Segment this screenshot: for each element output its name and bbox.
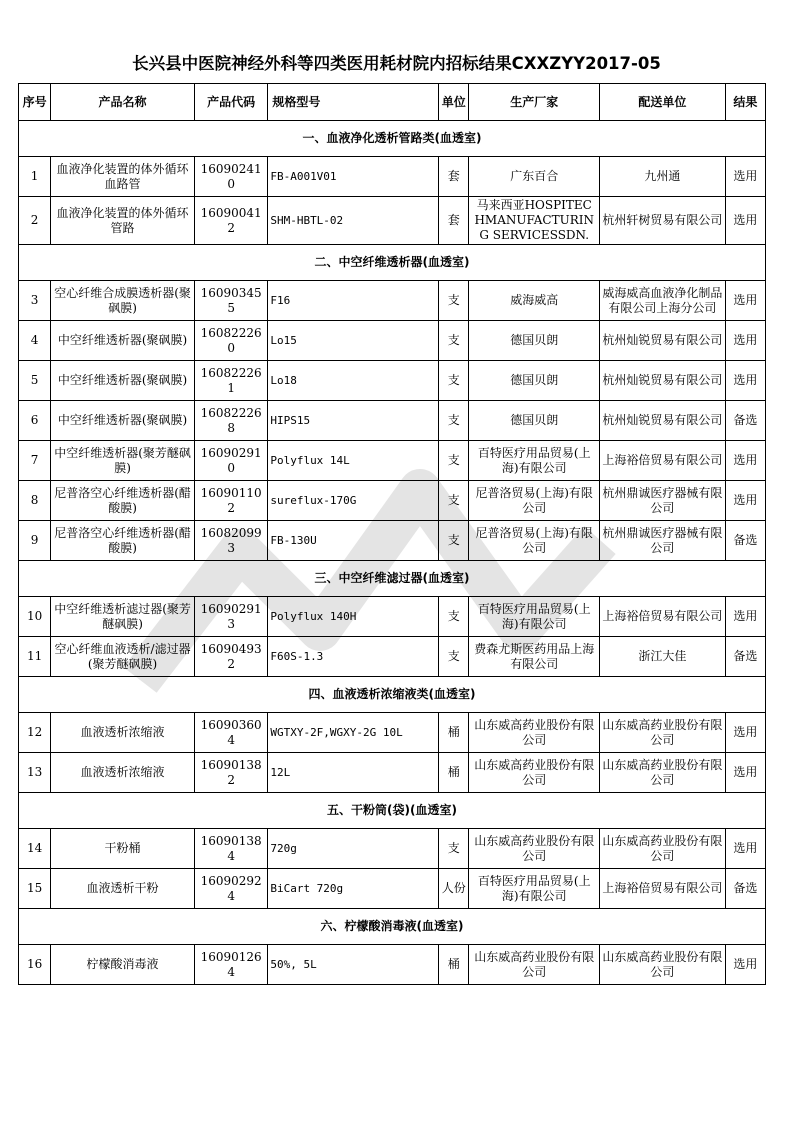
cell-product-name: 中空纤维透析器(聚砜膜) — [51, 401, 195, 441]
section-title: 六、柠檬酸消毒液(血透室) — [19, 909, 766, 945]
table-row — [19, 401, 766, 441]
header-distributor: 配送单位 — [600, 84, 726, 121]
cell-product-code: 160904932 — [194, 637, 267, 677]
cell-distributor: 山东威高药业股份有限公司 — [600, 753, 726, 793]
cell-unit: 桶 — [439, 753, 469, 793]
cell-spec-model: FB-A001V01 — [268, 157, 439, 197]
cell-product-code: 160900412 — [194, 197, 267, 245]
cell-unit: 支 — [439, 401, 469, 441]
cell-unit: 人份 — [439, 869, 469, 909]
cell-result: 选用 — [725, 481, 765, 521]
cell-result: 备选 — [725, 401, 765, 441]
table-row — [19, 321, 766, 361]
cell-product-code: 160901384 — [194, 829, 267, 869]
section-title: 三、中空纤维滤过器(血透室) — [19, 561, 766, 597]
cell-product-code: 160901264 — [194, 945, 267, 985]
table-header-row — [19, 84, 766, 121]
cell-spec-model: 12L — [268, 753, 439, 793]
cell-product-name: 空心纤维血液透析/滤过器(聚芳醚砜膜) — [51, 637, 195, 677]
cell-product-name: 尼普洛空心纤维透析器(醋酸膜) — [51, 521, 195, 561]
cell-distributor: 上海裕倍贸易有限公司 — [600, 597, 726, 637]
section-header-row — [19, 677, 766, 713]
cell-unit: 支 — [439, 441, 469, 481]
section-header-row — [19, 909, 766, 945]
header-unit: 单位 — [439, 84, 469, 121]
cell-row-number: 7 — [19, 441, 51, 481]
cell-product-code: 160903455 — [194, 281, 267, 321]
section-header-row — [19, 793, 766, 829]
cell-product-code: 160902910 — [194, 441, 267, 481]
cell-distributor: 浙江大佳 — [600, 637, 726, 677]
cell-manufacturer: 德国贝朗 — [469, 361, 600, 401]
cell-manufacturer: 百特医疗用品贸易(上海)有限公司 — [469, 597, 600, 637]
cell-product-code: 160901382 — [194, 753, 267, 793]
cell-product-name: 中空纤维透析器(聚砜膜) — [51, 321, 195, 361]
header-result: 结果 — [725, 84, 765, 121]
header-no: 序号 — [19, 84, 51, 121]
cell-spec-model: F16 — [268, 281, 439, 321]
cell-row-number: 8 — [19, 481, 51, 521]
table-row — [19, 481, 766, 521]
cell-spec-model: Lo18 — [268, 361, 439, 401]
cell-distributor: 山东威高药业股份有限公司 — [600, 829, 726, 869]
cell-unit: 支 — [439, 597, 469, 637]
cell-manufacturer: 威海威高 — [469, 281, 600, 321]
cell-spec-model: 720g — [268, 829, 439, 869]
cell-distributor: 山东威高药业股份有限公司 — [600, 945, 726, 985]
cell-result: 选用 — [725, 829, 765, 869]
cell-spec-model: FB-130U — [268, 521, 439, 561]
cell-row-number: 15 — [19, 869, 51, 909]
cell-unit: 支 — [439, 321, 469, 361]
table-row — [19, 361, 766, 401]
cell-product-name: 中空纤维透析器(聚砜膜) — [51, 361, 195, 401]
section-header-row — [19, 121, 766, 157]
cell-product-code: 160902913 — [194, 597, 267, 637]
cell-product-name: 空心纤维合成膜透析器(聚砜膜) — [51, 281, 195, 321]
cell-unit: 支 — [439, 361, 469, 401]
cell-manufacturer: 广东百合 — [469, 157, 600, 197]
cell-manufacturer: 山东威高药业股份有限公司 — [469, 713, 600, 753]
cell-result: 选用 — [725, 713, 765, 753]
cell-manufacturer: 尼普洛贸易(上海)有限公司 — [469, 521, 600, 561]
cell-result: 备选 — [725, 637, 765, 677]
cell-manufacturer: 德国贝朗 — [469, 321, 600, 361]
table-row — [19, 597, 766, 637]
cell-result: 备选 — [725, 521, 765, 561]
cell-product-code: 160822261 — [194, 361, 267, 401]
cell-row-number: 4 — [19, 321, 51, 361]
cell-product-name: 干粉桶 — [51, 829, 195, 869]
cell-manufacturer: 山东威高药业股份有限公司 — [469, 945, 600, 985]
cell-result: 选用 — [725, 441, 765, 481]
cell-result: 选用 — [725, 197, 765, 245]
cell-distributor: 山东威高药业股份有限公司 — [600, 713, 726, 753]
cell-spec-model: sureflux-170G — [268, 481, 439, 521]
cell-unit: 支 — [439, 829, 469, 869]
cell-manufacturer: 山东威高药业股份有限公司 — [469, 829, 600, 869]
cell-unit: 支 — [439, 521, 469, 561]
cell-distributor: 九州通 — [600, 157, 726, 197]
cell-manufacturer: 费森尤斯医药用品上海有限公司 — [469, 637, 600, 677]
section-title: 二、中空纤维透析器(血透室) — [19, 245, 766, 281]
section-title: 一、血液净化透析管路类(血透室) — [19, 121, 766, 157]
section-title: 四、血液透析浓缩液类(血透室) — [19, 677, 766, 713]
cell-spec-model: WGTXY-2F,WGXY-2G 10L — [268, 713, 439, 753]
cell-result: 选用 — [725, 597, 765, 637]
cell-product-name: 柠檬酸消毒液 — [51, 945, 195, 985]
table-row — [19, 441, 766, 481]
table-row — [19, 945, 766, 985]
cell-distributor: 威海威高血液净化制品有限公司上海分公司 — [600, 281, 726, 321]
header-spec: 规格型号 — [268, 84, 439, 121]
cell-manufacturer: 德国贝朗 — [469, 401, 600, 441]
document-title: 长兴县中医院神经外科等四类医用耗材院内招标结果CXXZYY2017-05 — [132, 54, 661, 73]
cell-result: 选用 — [725, 281, 765, 321]
cell-product-name: 中空纤维透析滤过器(聚芳醚砜膜) — [51, 597, 195, 637]
cell-product-code: 160902410 — [194, 157, 267, 197]
cell-product-name: 血液透析浓缩液 — [51, 753, 195, 793]
cell-manufacturer: 尼普洛贸易(上海)有限公司 — [469, 481, 600, 521]
cell-spec-model: F60S-1.3 — [268, 637, 439, 677]
cell-row-number: 11 — [19, 637, 51, 677]
cell-row-number: 12 — [19, 713, 51, 753]
table-row — [19, 281, 766, 321]
cell-product-name: 中空纤维透析器(聚芳醚砜膜) — [51, 441, 195, 481]
cell-unit: 套 — [439, 157, 469, 197]
section-header-row — [19, 245, 766, 281]
cell-product-code: 160822268 — [194, 401, 267, 441]
cell-result: 选用 — [725, 945, 765, 985]
cell-manufacturer: 百特医疗用品贸易(上海)有限公司 — [469, 441, 600, 481]
cell-result: 备选 — [725, 869, 765, 909]
table-row — [19, 637, 766, 677]
cell-product-code: 160902924 — [194, 869, 267, 909]
cell-spec-model: Lo15 — [268, 321, 439, 361]
cell-row-number: 5 — [19, 361, 51, 401]
cell-product-code: 160903604 — [194, 713, 267, 753]
header-product-name: 产品名称 — [51, 84, 195, 121]
cell-row-number: 2 — [19, 197, 51, 245]
cell-row-number: 16 — [19, 945, 51, 985]
cell-distributor: 杭州鼎诚医疗器械有限公司 — [600, 521, 726, 561]
cell-product-name: 血液净化装置的体外循环管路 — [51, 197, 195, 245]
cell-spec-model: SHM-HBTL-02 — [268, 197, 439, 245]
cell-unit: 支 — [439, 481, 469, 521]
cell-spec-model: Polyflux 14L — [268, 441, 439, 481]
cell-distributor: 杭州鼎诚医疗器械有限公司 — [600, 481, 726, 521]
cell-row-number: 6 — [19, 401, 51, 441]
table-row — [19, 753, 766, 793]
bid-result-table — [18, 83, 766, 985]
cell-distributor: 上海裕倍贸易有限公司 — [600, 869, 726, 909]
cell-distributor: 杭州灿锐贸易有限公司 — [600, 321, 726, 361]
cell-product-code: 160820993 — [194, 521, 267, 561]
cell-unit: 支 — [439, 281, 469, 321]
cell-spec-model: HIPS15 — [268, 401, 439, 441]
cell-product-code: 160901102 — [194, 481, 267, 521]
table-row — [19, 869, 766, 909]
cell-product-name: 尼普洛空心纤维透析器(醋酸膜) — [51, 481, 195, 521]
cell-row-number: 13 — [19, 753, 51, 793]
cell-product-code: 160822260 — [194, 321, 267, 361]
section-title: 五、干粉筒(袋)(血透室) — [19, 793, 766, 829]
cell-distributor: 杭州灿锐贸易有限公司 — [600, 401, 726, 441]
table-row — [19, 197, 766, 245]
table-row — [19, 157, 766, 197]
table-row — [19, 521, 766, 561]
table-body — [19, 121, 766, 985]
cell-result: 选用 — [725, 321, 765, 361]
cell-distributor: 上海裕倍贸易有限公司 — [600, 441, 726, 481]
header-product-code: 产品代码 — [194, 84, 267, 121]
cell-unit: 支 — [439, 637, 469, 677]
cell-row-number: 3 — [19, 281, 51, 321]
cell-row-number: 10 — [19, 597, 51, 637]
cell-result: 选用 — [725, 361, 765, 401]
cell-product-name: 血液透析浓缩液 — [51, 713, 195, 753]
cell-row-number: 1 — [19, 157, 51, 197]
cell-product-name: 血液透析干粉 — [51, 869, 195, 909]
cell-spec-model: Polyflux 140H — [268, 597, 439, 637]
cell-product-name: 血液净化装置的体外循环血路管 — [51, 157, 195, 197]
cell-spec-model: BiCart 720g — [268, 869, 439, 909]
section-header-row — [19, 561, 766, 597]
cell-row-number: 14 — [19, 829, 51, 869]
cell-manufacturer: 马来西亚HOSPITECHMANUFACTURING SERVICESSDN. — [469, 197, 600, 245]
table-row — [19, 713, 766, 753]
cell-result: 选用 — [725, 157, 765, 197]
cell-unit: 套 — [439, 197, 469, 245]
cell-unit: 桶 — [439, 713, 469, 753]
cell-distributor: 杭州灿锐贸易有限公司 — [600, 361, 726, 401]
table-row — [19, 829, 766, 869]
header-manufacturer: 生产厂家 — [469, 84, 600, 121]
cell-result: 选用 — [725, 753, 765, 793]
cell-manufacturer: 山东威高药业股份有限公司 — [469, 753, 600, 793]
cell-manufacturer: 百特医疗用品贸易(上海)有限公司 — [469, 869, 600, 909]
cell-spec-model: 50%, 5L — [268, 945, 439, 985]
cell-distributor: 杭州轩树贸易有限公司 — [600, 197, 726, 245]
cell-row-number: 9 — [19, 521, 51, 561]
cell-unit: 桶 — [439, 945, 469, 985]
